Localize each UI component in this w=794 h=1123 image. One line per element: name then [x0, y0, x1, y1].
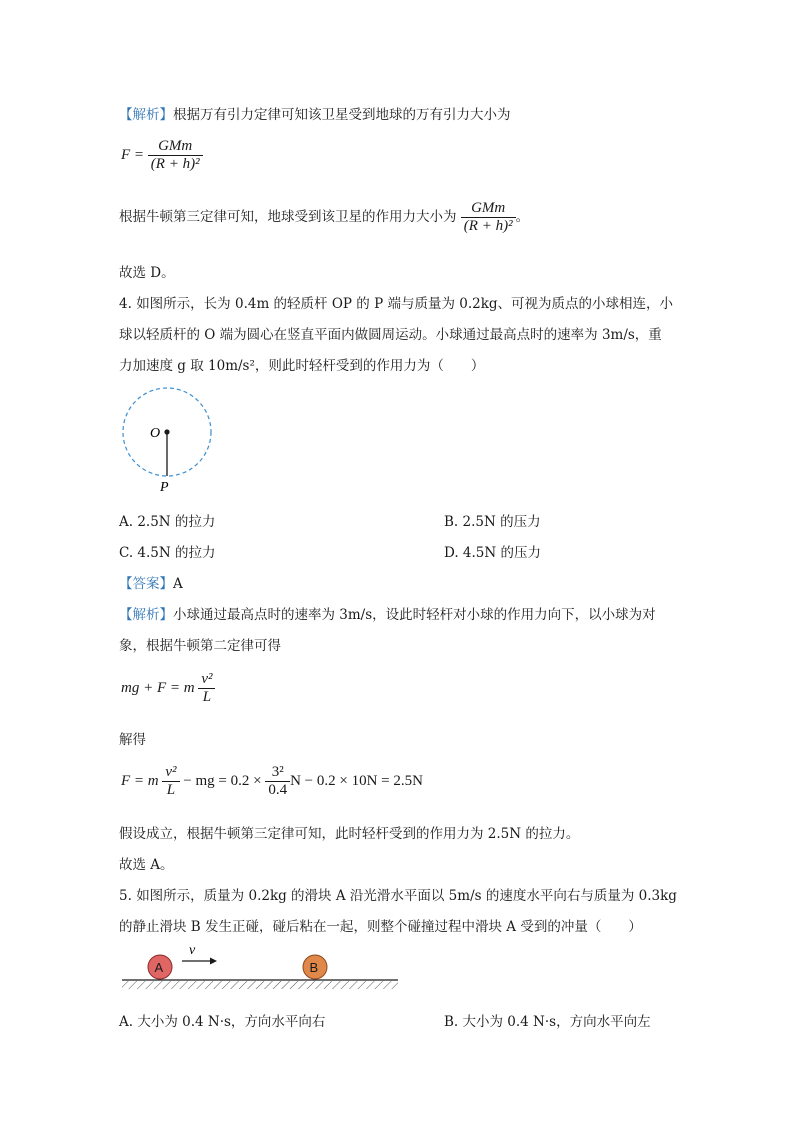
q4-option-d[interactable]: D. 4.5N 的压力	[444, 545, 541, 561]
label-o: O	[150, 426, 161, 441]
solve-label: 解得	[119, 732, 146, 748]
center-point	[164, 429, 169, 434]
q4-answer-line	[119, 572, 183, 592]
q4-option-a[interactable]: A. 2.5N 的拉力	[119, 514, 216, 530]
q4-option-b[interactable]: B. 2.5N 的压力	[444, 514, 541, 530]
q4-final: 故选 A。	[119, 857, 174, 873]
q4-stem-line1: 4. 如图所示，长为 0.4m 的轻质杆 OP 的 P 端与质量为 0.2kg、可视为质点的小球相连，小	[119, 296, 674, 312]
answer-value: A	[173, 576, 183, 592]
equation-lhs: mg + F = m	[121, 679, 195, 696]
circular-motion-figure	[112, 385, 222, 495]
collision-figure	[118, 940, 403, 995]
equation-rhs: N − 0.2 × 10N = 2.5N	[290, 772, 423, 789]
analysis-tag: 【解析】	[119, 607, 173, 623]
q5-option-b[interactable]: B. 大小为 0.4 N·s，方向水平向左	[444, 1014, 651, 1030]
question-number: 5.	[119, 888, 132, 904]
solution-fraction-1	[162, 764, 179, 799]
fraction-numerator: GMm	[148, 138, 203, 156]
gravity-equation	[121, 138, 203, 173]
solution-equation	[121, 764, 423, 799]
fraction-denominator: L	[202, 689, 212, 705]
centripetal-fraction	[198, 671, 215, 706]
fraction-denominator: L	[166, 782, 176, 798]
solution-fraction-2	[265, 764, 290, 799]
label-v: v	[189, 943, 196, 958]
newton-third-line	[119, 200, 529, 235]
question-number: 4.	[119, 296, 132, 312]
gravity-fraction	[148, 138, 203, 173]
fraction-numerator: v²	[162, 764, 179, 782]
q4-stem-line2: 球以轻质杆的 O 端为圆心在竖直平面内做圆周运动。小球通过最高点时的速率为 3m/s，重	[119, 327, 662, 343]
label-b: B	[309, 960, 319, 975]
q4-conclusion-line: 假设成立，根据牛顿第三定律可知，此时轻杆受到的作用力为 2.5N 的拉力。	[119, 826, 580, 842]
q5-option-a[interactable]: A. 大小为 0.4 N·s，方向水平向右	[119, 1014, 326, 1030]
q4-analysis-line1: 【解析】小球通过最高点时的速率为 3m/s，设此时轻杆对小球的作用力向下，以小球为对	[119, 607, 656, 623]
q4-option-c[interactable]: C. 4.5N 的拉力	[119, 545, 216, 561]
q3-conclusion: 故选 D。	[119, 265, 175, 281]
ground-hatch	[122, 981, 398, 989]
newton-fraction	[461, 200, 516, 235]
analysis-tag: 【解析】	[119, 107, 173, 123]
newton-second-equation	[121, 671, 215, 706]
fraction-numerator: v²	[198, 671, 215, 689]
fraction-denominator: 0.4	[268, 782, 288, 798]
q3-analysis-line	[119, 103, 511, 123]
answer-tag: 【答案】	[119, 576, 173, 592]
fraction-denominator: (R + h)²	[150, 156, 200, 172]
q5-stem-line1: 5. 如图所示，质量为 0.2kg 的滑块 A 沿光滑水平面以 5m/s 的速度水平向右与质量为 0.3kg	[119, 888, 677, 904]
equation-lhs: F = m	[121, 772, 159, 789]
fraction-denominator: (R + h)²	[463, 218, 513, 234]
fraction-numerator: 3²	[265, 764, 290, 782]
equation-lhs: F =	[121, 146, 145, 163]
q4-stem-line3: 力加速度 g 取 10m/s²，则此时轻杆受到的作用力为（ ）	[119, 358, 485, 374]
label-a: A	[154, 960, 164, 975]
label-p: P	[160, 480, 169, 495]
newton-end: 。	[515, 209, 530, 225]
q5-stem-line2: 的静止滑块 B 发生正碰，碰后粘在一起，则整个碰撞过程中滑块 A 受到的冲量（ ）	[119, 919, 642, 935]
analysis-text: 根据万有引力定律可知该卫星受到地球的万有引力大小为	[173, 107, 511, 123]
equation-middle: − mg = 0.2 ×	[183, 772, 262, 789]
q4-analysis-line2: 象，根据牛顿第二定律可得	[119, 638, 281, 654]
fraction-numerator: GMm	[461, 200, 516, 218]
arrow-head-icon	[210, 958, 217, 965]
newton-text: 根据牛顿第三定律可知，地球受到该卫星的作用力大小为	[119, 209, 457, 225]
